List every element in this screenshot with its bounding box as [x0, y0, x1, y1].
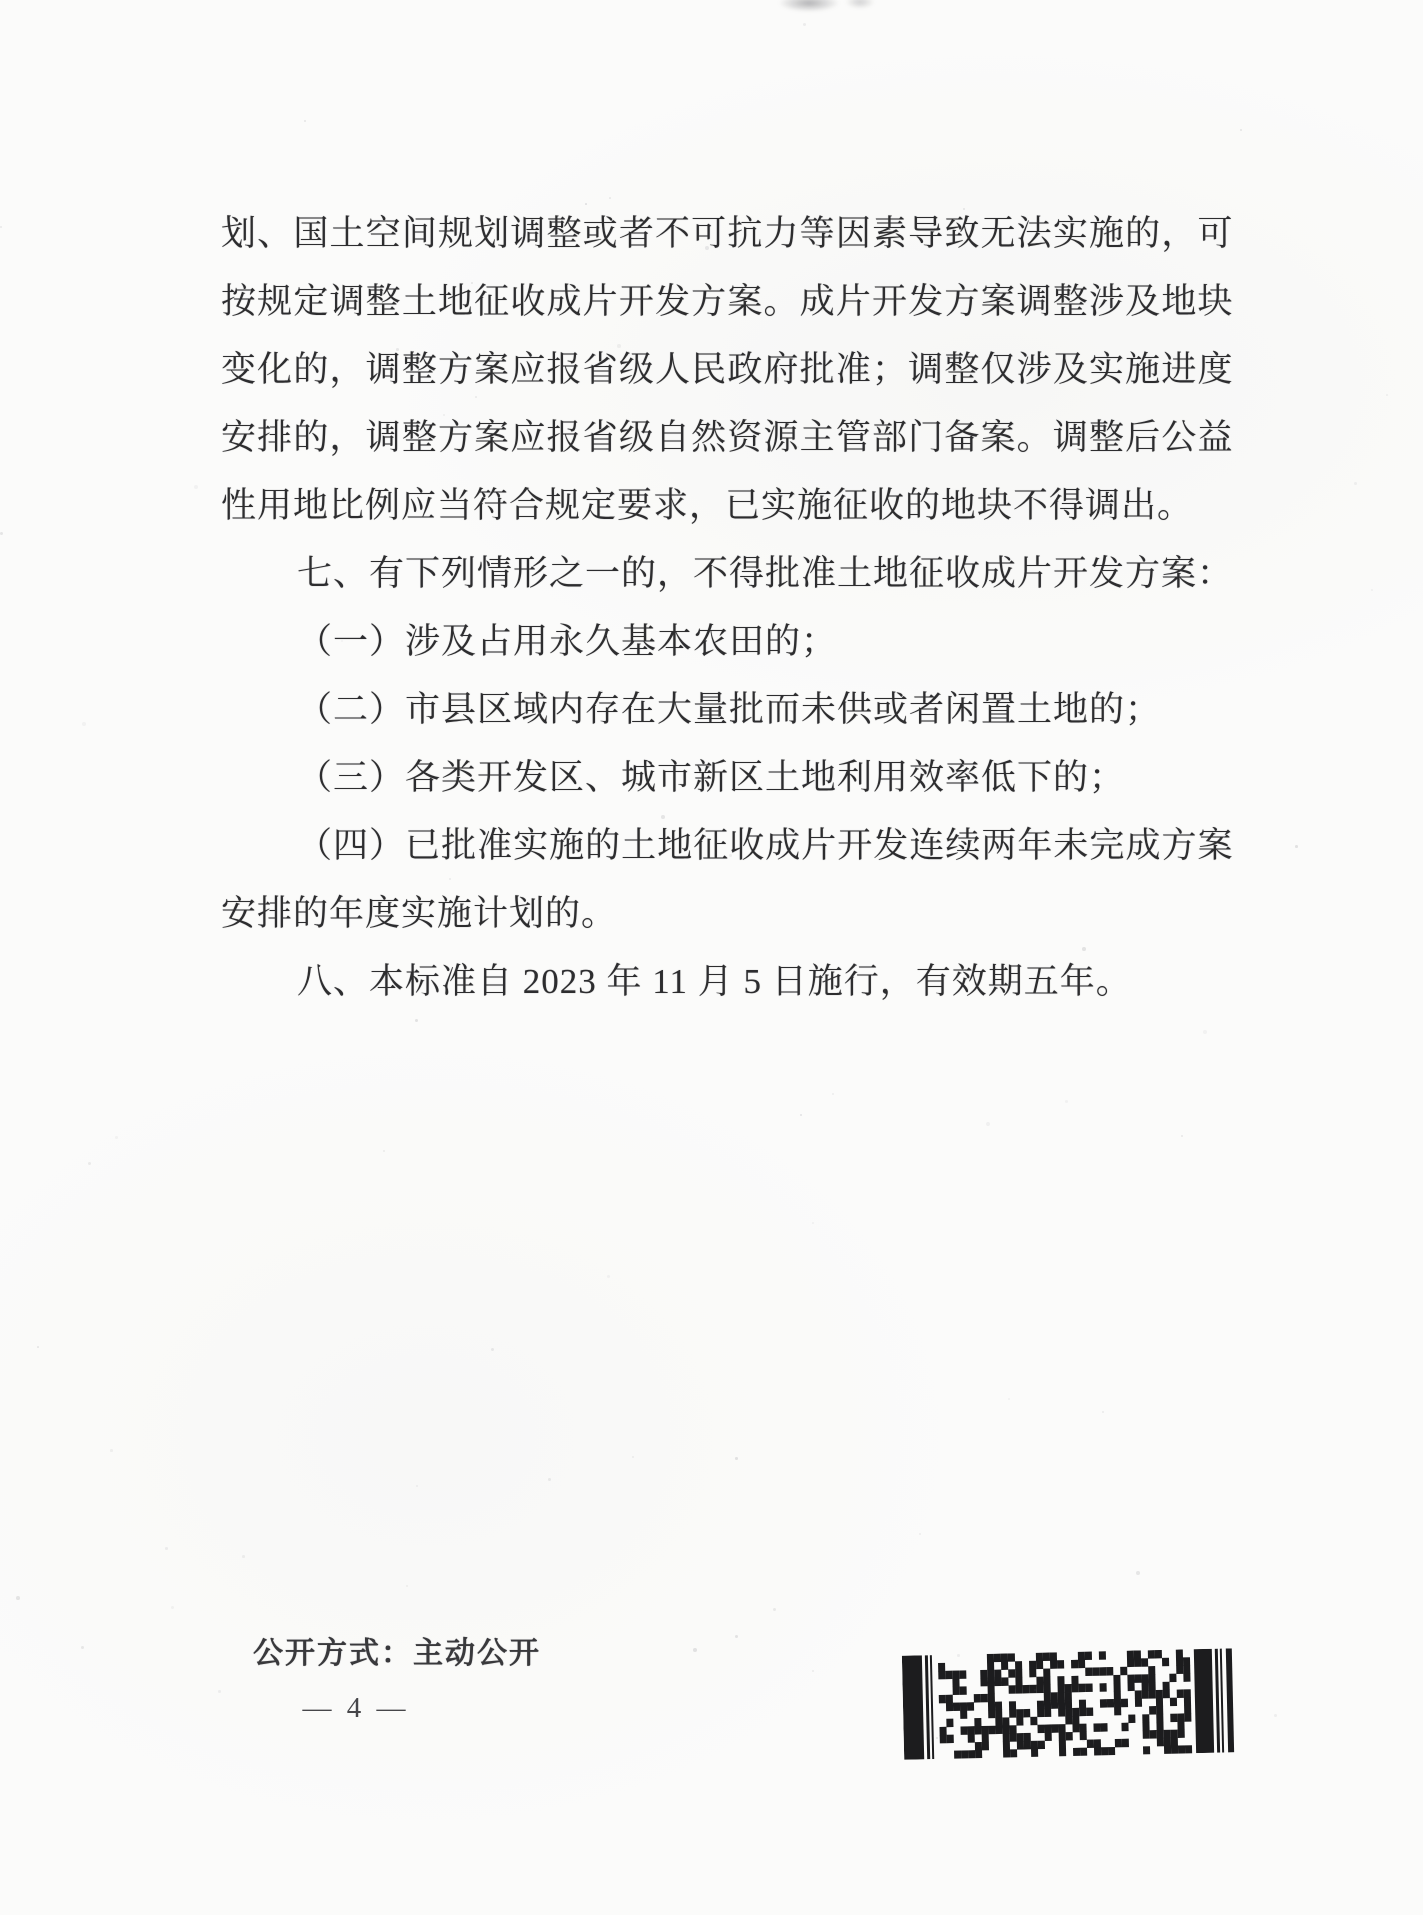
scan-artifact-top	[778, 0, 840, 12]
text-line-sub-1: （一）涉及占用永久基本农田的；	[297, 622, 838, 661]
text-line-item-eight: 八、本标准自 2023 年 11 月 5 日施行，有效期五年。	[297, 962, 1132, 1001]
text-line: 按规定调整土地征收成片开发方案。成片开发方案调整涉及地块	[221, 282, 1233, 321]
disclosure-method-label: 公开方式：主动公开	[253, 1637, 541, 1670]
text-line-sub-4: （四）已批准实施的土地征收成片开发连续两年未完成方案	[297, 826, 1233, 865]
pdf417-barcode	[902, 1648, 1238, 1760]
page-number: — 4 —	[302, 1692, 410, 1724]
pdf417-barcode-graphic	[902, 1648, 1238, 1760]
text-line: 变化的，调整方案应报省级人民政府批准；调整仅涉及实施进度	[221, 350, 1233, 389]
text-line-sub-2: （二）市县区域内存在大量批而未供或者闲置土地的；	[297, 690, 1162, 729]
text-line: 划、国土空间规划调整或者不可抗力等因素导致无法实施的，可	[221, 214, 1233, 253]
text-line: 安排的，调整方案应报省级自然资源主管部门备案。调整后公益	[221, 418, 1233, 457]
text-line: 安排的年度实施计划的。	[221, 894, 618, 933]
text-line-sub-3: （三）各类开发区、城市新区土地利用效率低下的；	[297, 758, 1126, 797]
text-line: 性用地比例应当符合规定要求，已实施征收的地块不得调出。	[221, 486, 1194, 525]
text-line-item-seven: 七、有下列情形之一的，不得批准土地征收成片开发方案：	[297, 554, 1234, 593]
body-text-block	[221, 200, 1233, 1016]
scan-artifact-top-2	[845, 0, 875, 9]
